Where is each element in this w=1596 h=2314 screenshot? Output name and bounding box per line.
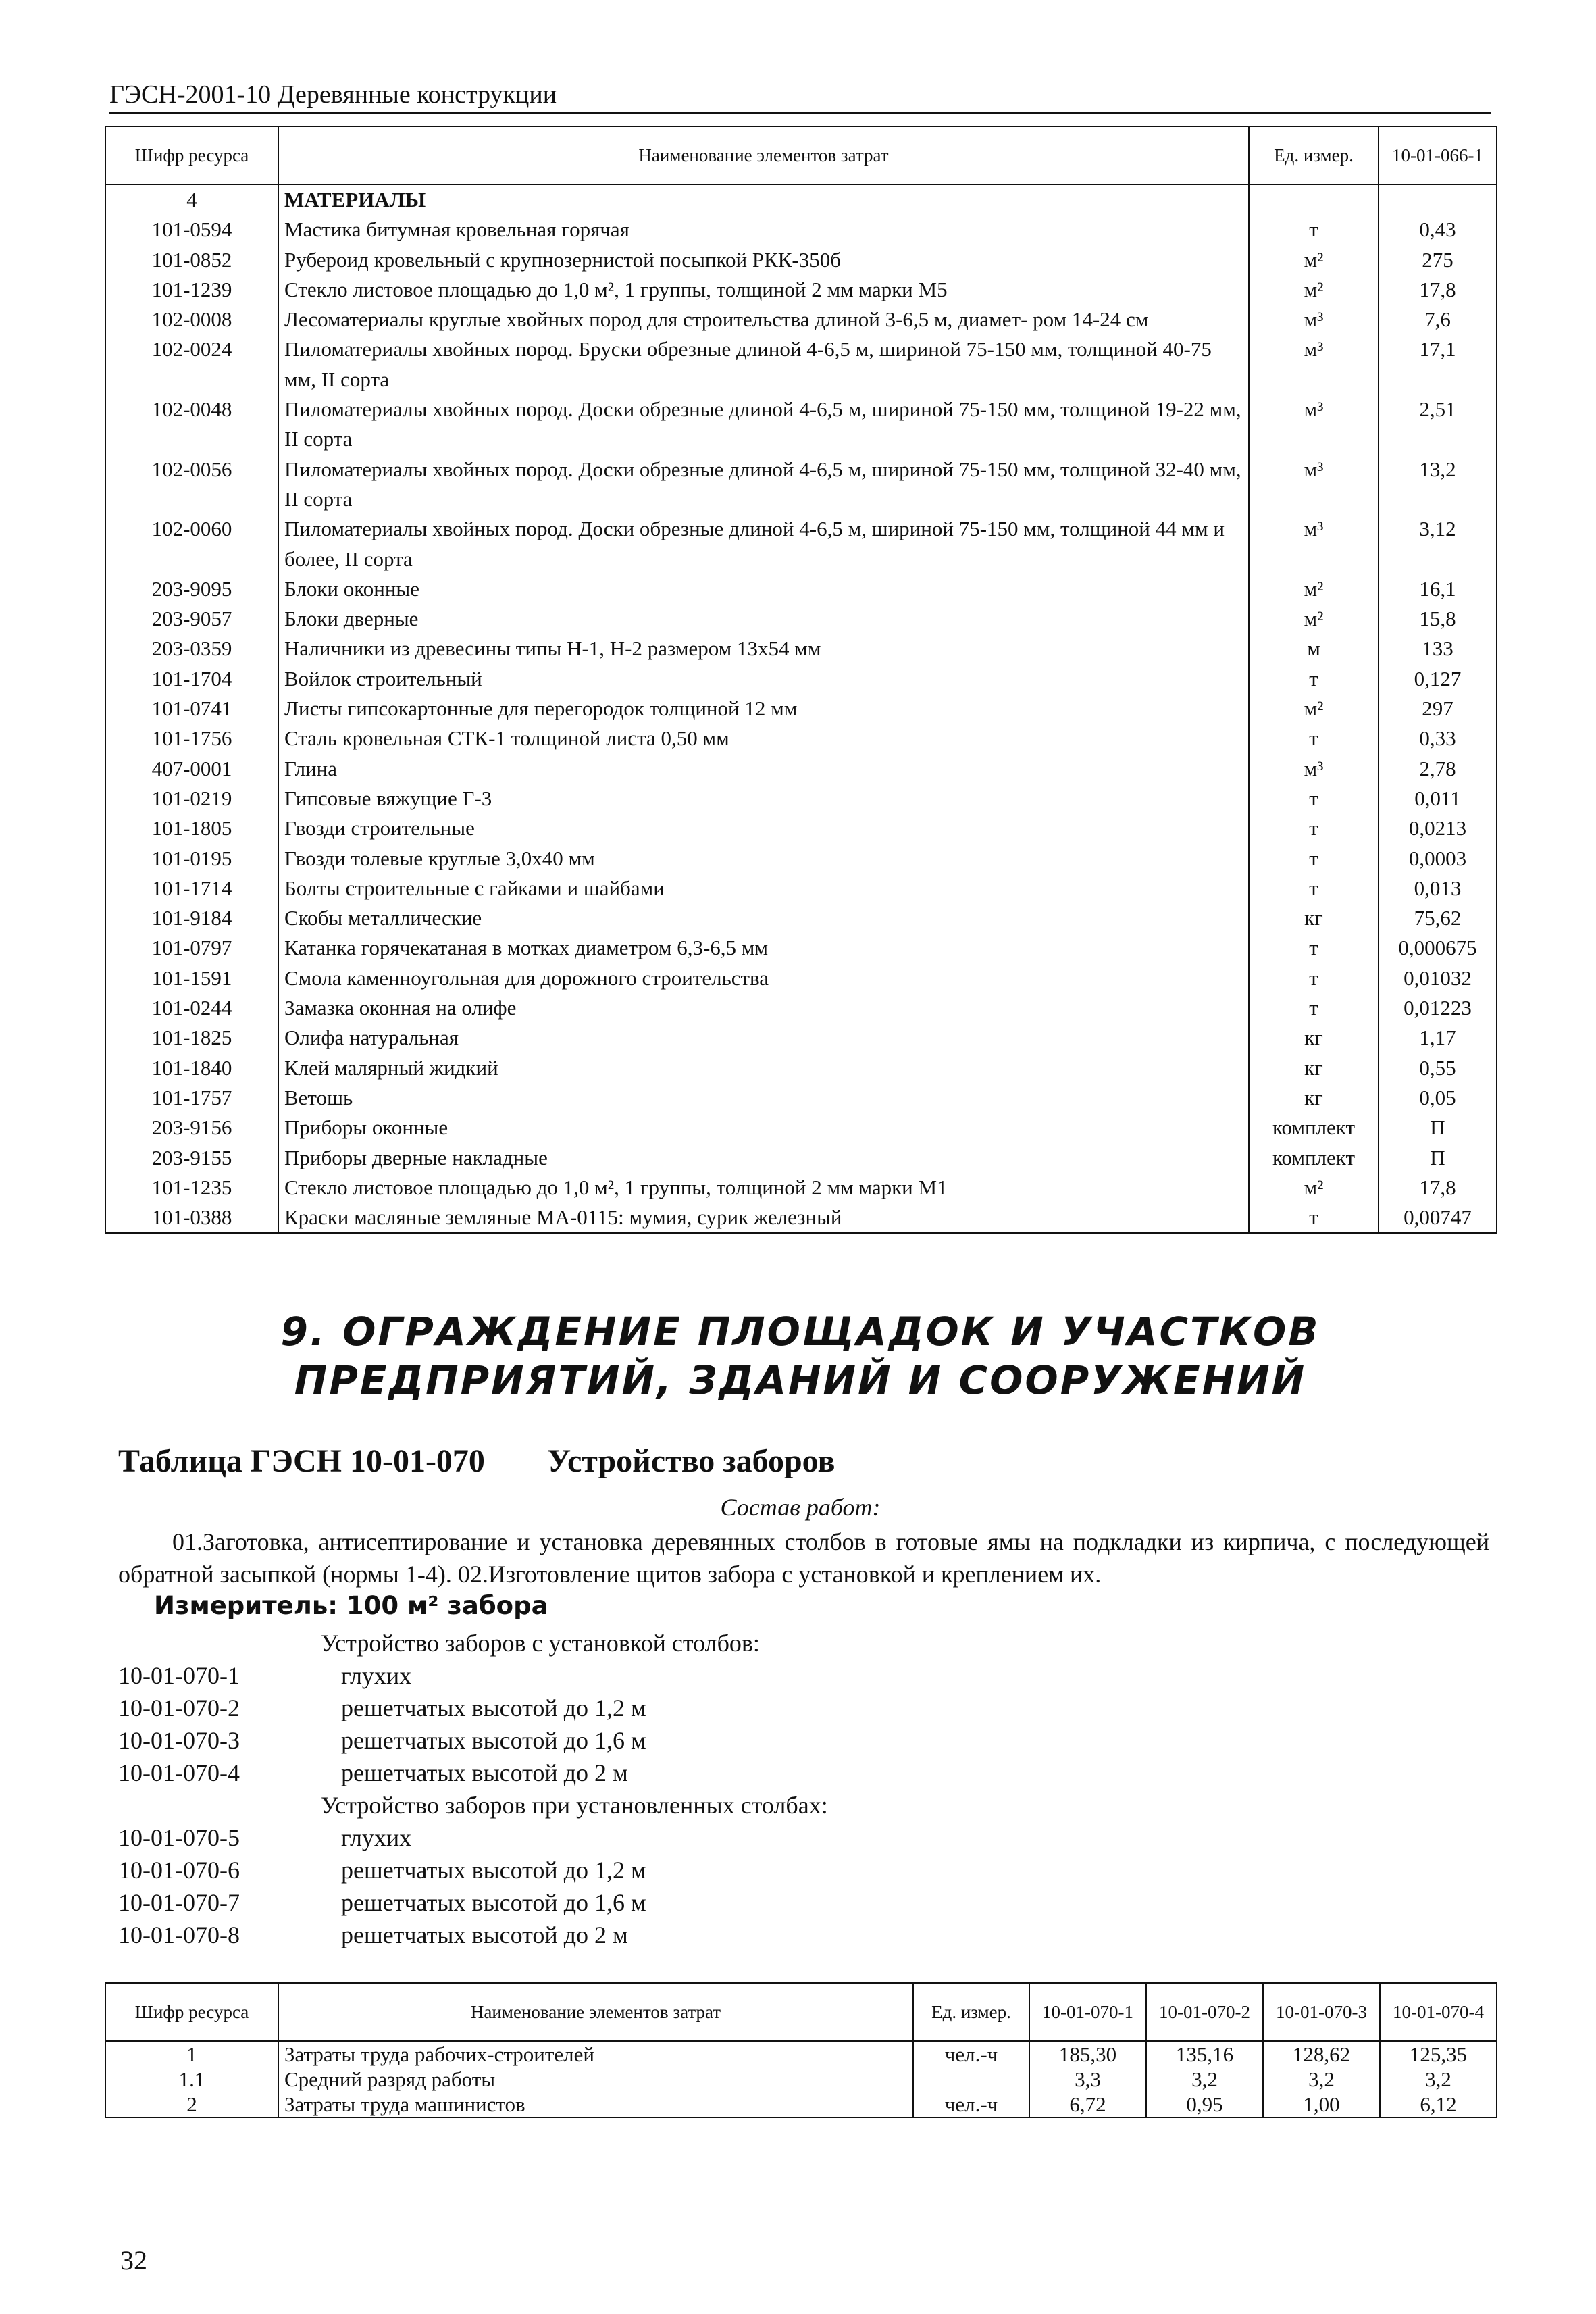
code-group [118,1789,1334,1821]
resource-name: Войлок строительный [278,664,1249,694]
resource-value: 0,43 [1379,215,1497,245]
resource-unit: чел.-ч [913,2041,1029,2067]
table-row [105,395,1497,455]
section-title: 9. ОГРАЖДЕНИЕ ПЛОЩАДОК И УЧАСТКОВ ПРЕДПРИЯТИЙ, ЗДАНИЙ И СООРУЖЕНИЙ [280,1309,1320,1403]
norm-value: 0,95 [1146,2092,1263,2117]
resource-unit: кг [1249,1053,1379,1083]
norm-value: 3,2 [1380,2067,1497,2092]
resource-unit: м² [1249,604,1379,634]
resource-code: 4 [105,184,278,215]
resource-name: Приборы дверные накладные [278,1143,1249,1173]
resource-code: 102-0048 [105,395,278,455]
resource-name: Листы гипсокартонные для перегородок толщиной 12 мм [278,694,1249,724]
norm-description: решетчатых высотой до 1,2 м [341,1694,646,1721]
resource-name: Гипсовые вяжущие Г-3 [278,784,1249,813]
resource-name: Замазка оконная на олифе [278,993,1249,1023]
table-row [105,1053,1497,1083]
table-row [105,694,1497,724]
resource-name: Смола каменноугольная для дорожного строительства [278,963,1249,993]
resource-unit [913,2067,1029,2092]
norm-value: 3,2 [1146,2067,1263,2092]
norm-value: 185,30 [1029,2041,1146,2067]
resource-unit: кг [1249,1023,1379,1053]
norm-description: решетчатых высотой до 2 м [341,1759,628,1786]
resource-value: 13,2 [1379,455,1497,515]
resource-name: Пиломатериалы хвойных пород. Доски обрезные длиной 4-6,5 м, шириной 75-150 мм, толщиной 19-22 мм, II сорта [278,395,1249,455]
resource-value: 0,011 [1379,784,1497,813]
code-item [118,1757,1334,1789]
code-item [118,1724,1334,1757]
resource-value: 0,127 [1379,664,1497,694]
norm-code: 10-01-070-8 [118,1921,240,1948]
resource-unit: м³ [1249,754,1379,784]
table-row [105,1083,1497,1113]
table-row [105,903,1497,933]
resource-value: 275 [1379,245,1497,275]
resource-code: 1.1 [105,2067,278,2092]
resource-name: Средний разряд работы [278,2067,913,2092]
code-item [118,1886,1334,1919]
resource-code: 407-0001 [105,754,278,784]
table-row [105,933,1497,963]
table-row [105,784,1497,813]
resource-name: Краски масляные земляные МА-0115: мумия, сурик железный [278,1203,1249,1233]
materials-header-row [105,126,1497,184]
table-row [105,813,1497,843]
resource-code: 203-9156 [105,1113,278,1142]
resource-value: 0,33 [1379,724,1497,753]
resource-value: 0,55 [1379,1053,1497,1083]
header-norm-4: 10-01-070-4 [1380,1983,1497,2041]
table-row [105,1113,1497,1142]
header-code: Шифр ресурса [105,126,278,184]
resource-name: Ветошь [278,1083,1249,1113]
table-label: Таблица ГЭСН 10-01-070 [118,1443,485,1479]
resource-unit: комплект [1249,1143,1379,1173]
resource-name: Рубероид кровельный с крупнозернистой посыпкой РКК-350б [278,245,1249,275]
resource-unit: т [1249,724,1379,753]
resource-name: Блоки оконные [278,574,1249,604]
table-row [105,963,1497,993]
resource-value: 7,6 [1379,305,1497,334]
resource-value: П [1379,1143,1497,1173]
page-header: ГЭСН-2001-10 Деревянные конструкции [109,80,1491,114]
resource-code: 101-1756 [105,724,278,753]
resource-unit: т [1249,784,1379,813]
code-group [118,1627,1334,1659]
resource-code: 101-1704 [105,664,278,694]
resource-code: 101-1840 [105,1053,278,1083]
norm-code-list [118,1627,1334,1951]
resource-value: 297 [1379,694,1497,724]
resource-unit: м³ [1249,395,1379,455]
work-composition-text: 01.Заготовка, антисептирование и установка деревянных столбов в готовые ямы на подкладки из кирпича, с последующей обратной засыпкой (нормы 1-4). 02.Изготовление щитов забора с установкой и креплением их. [118,1528,1489,1588]
resource-code: 101-1235 [105,1173,278,1203]
resource-code: 101-0741 [105,694,278,724]
norm-value: 6,72 [1029,2092,1146,2117]
resource-name: Затраты труда машинистов [278,2092,913,2117]
resource-code: 101-0388 [105,1203,278,1233]
resource-code: 101-9184 [105,903,278,933]
header-norm-3: 10-01-070-3 [1263,1983,1380,2041]
table-row [105,215,1497,245]
norm-code: 10-01-070-7 [118,1889,240,1916]
resource-value: 0,0003 [1379,844,1497,874]
norm-code: 10-01-070-5 [118,1824,240,1851]
resource-unit: т [1249,844,1379,874]
table-row [105,2067,1497,2092]
table-row [105,245,1497,275]
resource-value: 15,8 [1379,604,1497,634]
header-code: Шифр ресурса [105,1983,278,2041]
resource-name: МАТЕРИАЛЫ [278,184,1249,215]
norm-description: решетчатых высотой до 1,6 м [341,1727,646,1754]
resource-name: Мастика битумная кровельная горячая [278,215,1249,245]
header-name: Наименование элементов затрат [278,126,1249,184]
norm-description: глухих [341,1824,412,1851]
norm-value: 3,2 [1263,2067,1380,2092]
measure-unit: Измеритель: 100 м² забора [154,1591,548,1620]
code-item [118,1821,1334,1854]
resource-unit: м³ [1249,514,1379,574]
resource-code: 102-0056 [105,455,278,515]
header-unit: Ед. измер. [1249,126,1379,184]
norm-code: 10-01-070-6 [118,1857,240,1884]
resource-value: П [1379,1113,1497,1142]
resource-unit: м³ [1249,305,1379,334]
resource-unit: т [1249,933,1379,963]
table-row [105,664,1497,694]
resource-code: 203-9155 [105,1143,278,1173]
resource-code: 102-0060 [105,514,278,574]
resource-code: 101-0797 [105,933,278,963]
table-row [105,874,1497,903]
table-row [105,844,1497,874]
header-name: Наименование элементов затрат [278,1983,913,2041]
header-unit: Ед. измер. [913,1983,1029,2041]
resource-code: 1 [105,2041,278,2067]
header-norm: 10-01-066-1 [1379,126,1497,184]
resource-unit: м² [1249,1173,1379,1203]
code-item [118,1692,1334,1724]
resource-code: 102-0024 [105,334,278,395]
resource-unit [1249,184,1379,215]
header-norm-2: 10-01-070-2 [1146,1983,1263,2041]
resource-code: 101-0594 [105,215,278,245]
resource-unit: т [1249,215,1379,245]
resource-unit: т [1249,993,1379,1023]
table-row [105,604,1497,634]
resource-code: 203-9057 [105,604,278,634]
resource-code: 101-1591 [105,963,278,993]
header-norm-1: 10-01-070-1 [1029,1983,1146,2041]
code-group-text: Устройство заборов при установленных столбах: [321,1792,828,1819]
resource-code: 101-0219 [105,784,278,813]
resource-unit: м³ [1249,334,1379,395]
resource-code: 101-1239 [105,275,278,305]
code-item [118,1919,1334,1951]
work-composition-title: Состав работ: [720,1494,881,1521]
resource-name: Пиломатериалы хвойных пород. Бруски обрезные длиной 4-6,5 м, шириной 75-150 мм, толщиной 40-75 мм, II сорта [278,334,1249,395]
resource-name: Глина [278,754,1249,784]
resource-value: 17,8 [1379,1173,1497,1203]
resource-value: 0,05 [1379,1083,1497,1113]
resource-name: Олифа натуральная [278,1023,1249,1053]
resource-name: Катанка горячекатаная в мотках диаметром 6,3-6,5 мм [278,933,1249,963]
resource-name: Болты строительные с гайками и шайбами [278,874,1249,903]
resource-name: Наличники из древесины типы Н-1, Н-2 размером 13x54 мм [278,634,1249,663]
table-row [105,1203,1497,1233]
table-row [105,2041,1497,2067]
resource-value [1379,184,1497,215]
resource-unit: чел.-ч [913,2092,1029,2117]
norm-description: глухих [341,1662,412,1689]
table-row [105,1143,1497,1173]
table-row [105,993,1497,1023]
resource-code: 101-1714 [105,874,278,903]
resource-unit: кг [1249,1083,1379,1113]
resource-unit: м³ [1249,455,1379,515]
resource-code: 101-0244 [105,993,278,1023]
norm-value: 125,35 [1380,2041,1497,2067]
resource-name: Стекло листовое площадью до 1,0 м², 1 группы, толщиной 2 мм марки М5 [278,275,1249,305]
norm-code: 10-01-070-4 [118,1759,240,1786]
resource-unit: м² [1249,245,1379,275]
norm-description: решетчатых высотой до 1,2 м [341,1857,646,1884]
resource-value: 0,013 [1379,874,1497,903]
resource-code: 203-0359 [105,634,278,663]
table-row [105,455,1497,515]
resource-unit: кг [1249,903,1379,933]
resource-value: 75,62 [1379,903,1497,933]
resource-unit: м² [1249,574,1379,604]
table-row [105,754,1497,784]
resource-unit: т [1249,1203,1379,1233]
resource-code: 101-1757 [105,1083,278,1113]
resource-name: Стекло листовое площадью до 1,0 м², 1 группы, толщиной 2 мм марки М1 [278,1173,1249,1203]
resource-value: 0,01032 [1379,963,1497,993]
resource-name: Блоки дверные [278,604,1249,634]
resource-name: Пиломатериалы хвойных пород. Доски обрезные длиной 4-6,5 м, шириной 75-150 мм, толщиной 32-40 мм, II сорта [278,455,1249,515]
resource-value: 1,17 [1379,1023,1497,1053]
norm-value: 128,62 [1263,2041,1380,2067]
table-row [105,334,1497,395]
norm-description: решетчатых высотой до 2 м [341,1921,628,1948]
table-row [105,305,1497,334]
norm-value: 6,12 [1380,2092,1497,2117]
labor-table [105,1982,1497,2118]
resource-code: 2 [105,2092,278,2117]
table-row [105,2092,1497,2117]
resource-unit: т [1249,874,1379,903]
resource-unit: м [1249,634,1379,663]
resource-value: 17,1 [1379,334,1497,395]
resource-name: Сталь кровельная СТК-1 толщиной листа 0,50 мм [278,724,1249,753]
norm-description: решетчатых высотой до 1,6 м [341,1889,646,1916]
code-item [118,1659,1334,1692]
resource-name: Затраты труда рабочих-строителей [278,2041,913,2067]
code-group-text: Устройство заборов с установкой столбов: [321,1630,760,1657]
norm-value: 135,16 [1146,2041,1263,2067]
table-row [105,1173,1497,1203]
resource-code: 101-1825 [105,1023,278,1053]
resource-value: 0,01223 [1379,993,1497,1023]
code-item [118,1854,1334,1886]
table-row [105,634,1497,663]
resource-code: 101-0852 [105,245,278,275]
table-row [105,724,1497,753]
resource-value: 3,12 [1379,514,1497,574]
table-row [105,574,1497,604]
resource-name: Скобы металлические [278,903,1249,933]
resource-value: 2,51 [1379,395,1497,455]
resource-value: 0,00747 [1379,1203,1497,1233]
resource-value: 0,0213 [1379,813,1497,843]
table-name: Устройство заборов [546,1443,835,1479]
resource-unit: т [1249,813,1379,843]
resource-value: 17,8 [1379,275,1497,305]
resource-value: 133 [1379,634,1497,663]
resource-value: 0,000675 [1379,933,1497,963]
table-row [105,1023,1497,1053]
resource-unit: м² [1249,694,1379,724]
page-number: 32 [120,2245,147,2275]
norm-code: 10-01-070-1 [118,1662,240,1689]
materials-table [105,126,1497,1234]
resource-value: 2,78 [1379,754,1497,784]
resource-name: Лесоматериалы круглые хвойных пород для строительства длиной 3-6,5 м, диамет- ром 14-24 см [278,305,1249,334]
norm-value: 3,3 [1029,2067,1146,2092]
resource-unit: т [1249,664,1379,694]
resource-name: Приборы оконные [278,1113,1249,1142]
resource-code: 203-9095 [105,574,278,604]
resource-code: 102-0008 [105,305,278,334]
norm-code: 10-01-070-3 [118,1727,240,1754]
resource-name: Гвозди толевые круглые 3,0x40 мм [278,844,1249,874]
resource-name: Клей малярный жидкий [278,1053,1249,1083]
resource-unit: т [1249,963,1379,993]
resource-unit: м² [1249,275,1379,305]
resource-code: 101-1805 [105,813,278,843]
resource-value: 16,1 [1379,574,1497,604]
norm-value: 1,00 [1263,2092,1380,2117]
resource-name: Гвозди строительные [278,813,1249,843]
norm-code: 10-01-070-2 [118,1694,240,1721]
table-heading [118,1442,835,1480]
table-row [105,514,1497,574]
labor-header-row [105,1983,1497,2041]
resource-name: Пиломатериалы хвойных пород. Доски обрезные длиной 4-6,5 м, шириной 75-150 мм, толщиной 44 мм и более, II сорта [278,514,1249,574]
resource-code: 101-0195 [105,844,278,874]
resource-unit: комплект [1249,1113,1379,1142]
table-row [105,184,1497,215]
table-row [105,275,1497,305]
